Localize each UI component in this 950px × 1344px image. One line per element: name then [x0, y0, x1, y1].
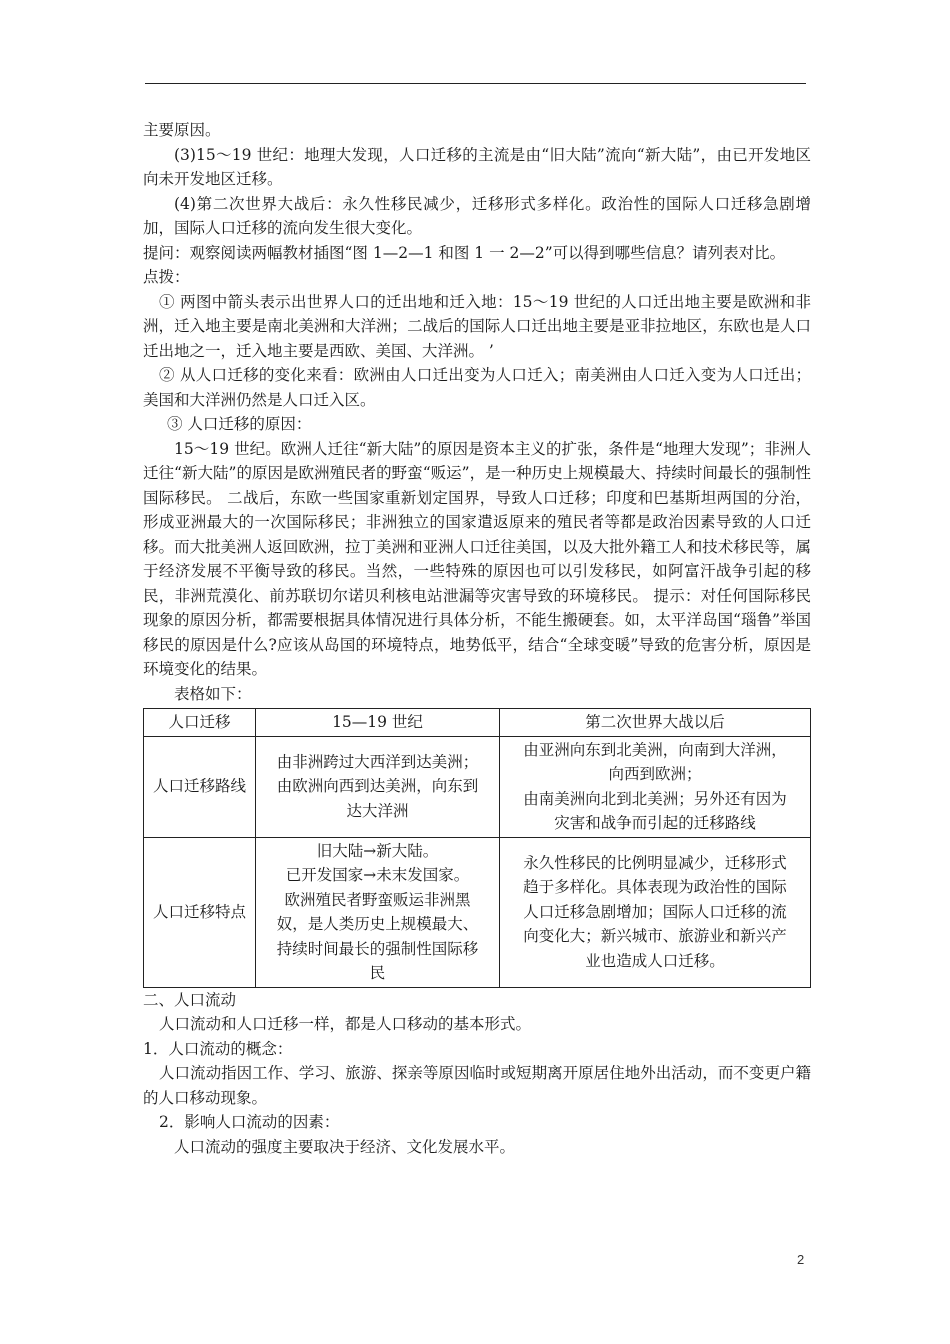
- hint-label: 点拨：: [143, 268, 190, 286]
- table-row: [144, 837, 811, 987]
- cell-line: 业也造成人口迁移。: [585, 951, 725, 970]
- table-cell: [256, 736, 500, 837]
- paragraph: 人口流动的强度主要取决于经济、文化发展水平。: [174, 1137, 516, 1156]
- table-header-row: [144, 709, 811, 737]
- cell-line: 人口迁移急剧增加；国际人口迁移的流: [523, 902, 787, 921]
- row-label: 人口迁移特点: [144, 837, 256, 987]
- paragraph: 主要原因。: [143, 121, 221, 139]
- cell-line: 永久性移民的比例明显减少，迁移形式: [523, 853, 787, 872]
- page-number: 2: [797, 1252, 805, 1267]
- cell-line: 民: [369, 964, 386, 982]
- subheading: 2．影响人口流动的因素：: [159, 1113, 340, 1131]
- cell-line: 已开发国家→未末发国家。: [285, 866, 470, 884]
- header-rule: [145, 83, 806, 84]
- comparison-table: [143, 708, 811, 988]
- table-cell: [500, 736, 811, 837]
- paragraph: 15～19 世纪。欧洲人迁往“新大陆”的原因是资本主义的扩张，条件是“地理大发现”；非洲人迁往“新大陆”的原因是欧洲殖民者的野蛮“贩运”，是一种历史上规模最大、持续时间最长的强制性国际移民。 二战后，东欧一些国家重新划定国界，导致人口迁移；印度和巴基斯坦两国的分治，形成亚洲最大的一次国际移民；非洲独立的国家遣返原来的殖民者等都是政治因素导致的人口迁移。而大批美洲人返回欧洲，拉丁美洲和亚洲人口迁往美国，以及大批外籍工人和技术移民等，属于经济发展不平衡导致的移民。当然，一些特殊的原因也可以引发移民，如阿富汗战争引起的移民，非洲荒漠化、前苏联切尔诺贝利核电站泄漏等灾害导致的环境移民。 提示：对任何国际移民现象的原因分析，都需要根据具体情况进行具体分析，不能生搬硬套。如，太平洋岛国“瑙鲁”举国移民的原因是什么?应该从岛国的环境特点，地势低平，结合“全球变暖”导致的危害分析，原因是环境变化的结果。: [143, 439, 811, 678]
- table-cell: [256, 837, 500, 987]
- cell-line: 欧洲殖民者野蛮贩运非洲黑: [284, 890, 471, 909]
- cell-line: 由非洲跨过大西洋到达美洲；: [276, 752, 479, 771]
- table-row: [144, 736, 811, 837]
- cell-line: 向西到欧洲；: [608, 765, 702, 783]
- document-body: [143, 118, 811, 1159]
- table-cell: [500, 837, 811, 987]
- cell-line: 达大洋洲: [346, 801, 409, 820]
- table-header-cell: 第二次世界大战以后: [500, 709, 811, 737]
- table-header-cell: 人口迁移: [144, 709, 256, 737]
- cell-line: 奴，是人类历史上规模最大、: [276, 915, 479, 933]
- subheading: 1．人口流动的概念：: [143, 1039, 293, 1058]
- paragraph: ① 两图中箭头表示出世界人口的迁出地和迁入地：15～19 世纪的人口迁出地主要是欧洲和非洲，迁入地主要是南北美洲和大洋洲；二战后的国际人口迁出地主要是亚非拉地区，东欧也是人口迁出地之一，迁入地主要是西欧、美国、大洋洲。 ’: [143, 292, 811, 360]
- question-paragraph: 提问：观察阅读两幅教材插图“图 1—2—1 和图 1 一 2—2”可以得到哪些信息？请列表对比。: [143, 243, 786, 262]
- cell-line: 趋于多样化。具体表现为政治性的国际: [523, 878, 787, 897]
- table-header-cell: 15—19 世纪: [256, 709, 500, 737]
- cell-line: 旧大陆→新大陆。: [316, 841, 439, 860]
- section-heading: 二、人口流动: [143, 990, 237, 1009]
- paragraph: (4)第二次世界大战后：永久性移民减少，迁移形式多样化。政治性的国际人口迁移急剧增加，国际人口迁移的流向发生很大变化。: [143, 194, 811, 237]
- cell-line: 灾害和战争而引起的迁移路线: [554, 814, 756, 832]
- paragraph: ③ 人口迁移的原因：: [167, 415, 312, 433]
- paragraph: 人口流动和人口迁移一样，都是人口移动的基本形式。: [159, 1015, 532, 1033]
- paragraph: 人口流动指因工作、学习、旅游、探亲等原因临时或短期离开原居住地外出活动，而不变更户籍的人口移动现象。: [143, 1064, 811, 1107]
- cell-line: 由亚洲向东到北美洲，向南到大洋洲，: [523, 740, 787, 759]
- cell-line: 由南美洲向北到北美洲；另外还有因为: [523, 789, 787, 808]
- cell-line: 向变化大；新兴城市、旅游业和新兴产: [523, 927, 787, 946]
- cell-line: 持续时间最长的强制性国际移: [276, 939, 479, 958]
- paragraph: 表格如下：: [174, 684, 252, 703]
- paragraph: (3)15～19 世纪：地理大发现，人口迁移的主流是由“旧大陆”流向“新大陆”，由已开发地区向未开发地区迁移。: [143, 145, 811, 188]
- cell-line: 由欧洲向西到达美洲，向东到: [276, 777, 479, 796]
- row-label: 人口迁移路线: [144, 736, 256, 837]
- paragraph: ② 从人口迁移的变化来看：欧洲由人口迁出变为人口迁入；南美洲由人口迁入变为人口迁出；美国和大洋洲仍然是人口迁入区。: [143, 366, 811, 409]
